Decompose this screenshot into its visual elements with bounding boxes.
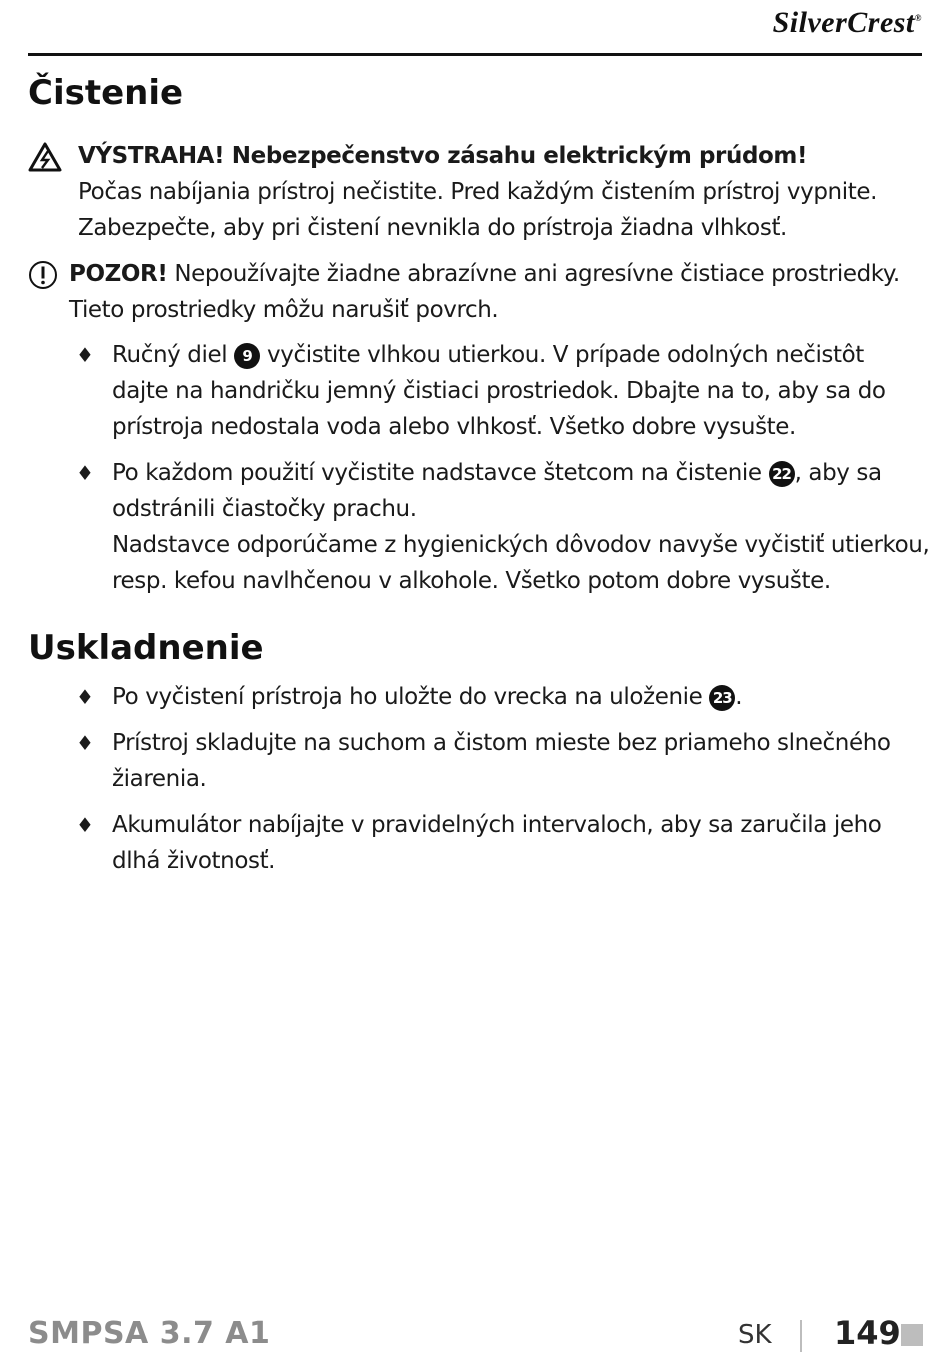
diamond-bullet-icon: ♦ bbox=[76, 813, 94, 837]
page-number: 149 bbox=[834, 1314, 901, 1352]
list-item: ♦ Akumulátor nabíjajte v pravidelných intervaloch, aby sa zaručila jeho dlhá životnosť. bbox=[74, 807, 924, 879]
part-number-badge: 22 bbox=[769, 461, 795, 487]
list-item: ♦ Prístroj skladujte na suchom a čistom mieste bez priameho slnečného žiarenia. bbox=[74, 725, 924, 797]
list-item: ♦ Po každom použití vyčistite nadstavce štetcom na čistenie 22 , aby sa odstránili čiastočky prachu. Nadstavce odporúčame z hygienických dôvodov navyše vyčistiť utierkou, resp. kefou navlhčenou v alkohole. Všetko potom dobre vysušte. bbox=[74, 455, 924, 599]
warning-title: VÝSTRAHA! Nebezpečenstvo zásahu elektrickým prúdom! bbox=[78, 143, 808, 169]
caution-text: Nepoužívajte žiadne abrazívne ani agresívne čistiace prostriedky. bbox=[167, 261, 900, 287]
diamond-bullet-icon: ♦ bbox=[76, 461, 94, 485]
warning-block bbox=[28, 138, 923, 246]
cleaning-list bbox=[74, 337, 930, 609]
footer-language: SK bbox=[738, 1320, 772, 1350]
footer-square-mark bbox=[901, 1324, 923, 1346]
part-number-badge: 9 bbox=[234, 343, 260, 369]
footer-model: SMPSA 3.7 A1 bbox=[28, 1316, 271, 1351]
caution-line: Tieto prostriedky môžu narušiť povrch. bbox=[69, 297, 499, 323]
list-item: ♦ Ručný diel 9 vyčistite vlhkou utierkou. V prípade odolných nečistôt dajte na handričku jemný čistiaci prostriedok. Dbajte na to, aby sa do prístroja nedostala voda alebo vlhkosť. Všetko dobre vysušte. bbox=[74, 337, 924, 445]
caution-line bbox=[28, 256, 923, 292]
brand-logo: SilverCrest® bbox=[772, 6, 922, 39]
warning-triangle-icon bbox=[28, 142, 62, 172]
footer-divider bbox=[800, 1320, 802, 1352]
header-rule bbox=[28, 53, 922, 56]
exclamation-circle-icon bbox=[28, 260, 58, 290]
diamond-bullet-icon: ♦ bbox=[76, 343, 94, 367]
caution-label: POZOR! bbox=[69, 261, 168, 287]
diamond-bullet-icon: ♦ bbox=[76, 685, 94, 709]
caution-block bbox=[28, 256, 923, 328]
part-number-badge: 23 bbox=[709, 685, 735, 711]
section-title-storage: Uskladnenie bbox=[28, 628, 264, 668]
warning-line: Zabezpečte, aby pri čistení nevnikla do prístroja žiadna vlhkosť. bbox=[78, 215, 787, 241]
section-title-cleaning: Čistenie bbox=[28, 73, 184, 113]
storage-list bbox=[74, 679, 924, 889]
diamond-bullet-icon: ♦ bbox=[76, 731, 94, 755]
list-item: ♦ Po vyčistení prístroja ho uložte do vrecka na uloženie 23 . bbox=[74, 679, 924, 715]
warning-line: Počas nabíjania prístroj nečistite. Pred každým čistením prístroj vypnite. bbox=[78, 179, 877, 205]
